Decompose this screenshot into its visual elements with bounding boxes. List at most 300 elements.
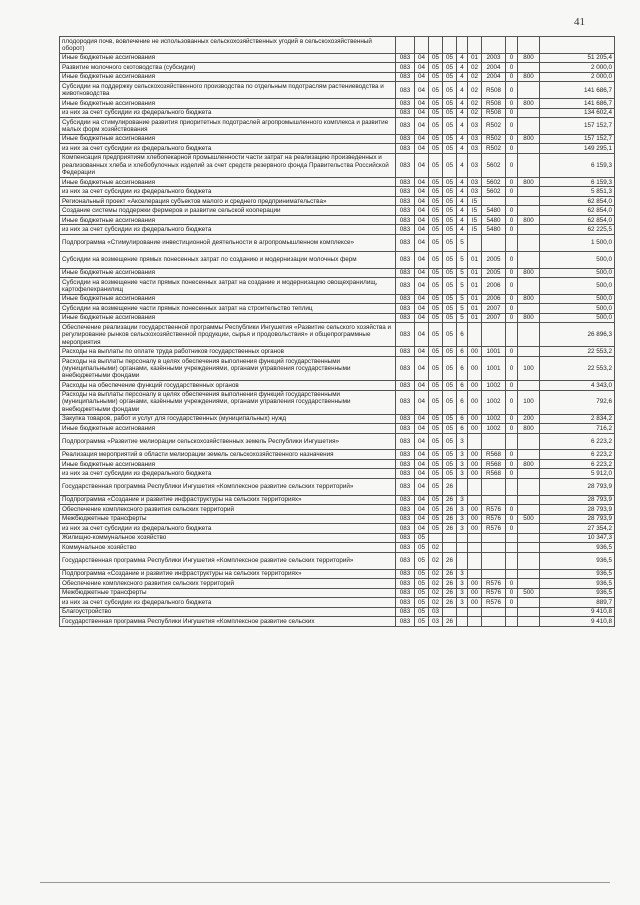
code-direction-cell: R502: [482, 118, 506, 135]
code-expense-type-cell: [518, 433, 540, 450]
table-row: [60, 313, 615, 323]
code-subprogram-cell: 4: [457, 215, 468, 225]
code-direction-cell: [482, 495, 506, 505]
code-expense-type-cell: [518, 505, 540, 515]
code-ved-cell: 083: [396, 495, 415, 505]
code-rz-cell: 04: [415, 433, 429, 450]
code-program-cell: 05: [443, 72, 457, 82]
code-direction-cell: 1002: [482, 381, 506, 391]
code-ved-cell: 083: [396, 450, 415, 460]
code-direction-cell: 1002: [482, 414, 506, 424]
table-row: [60, 196, 615, 206]
amount-cell: 6 223,2: [540, 450, 615, 460]
code-program-cell: 05: [443, 63, 457, 73]
code-rz-cell: 04: [415, 99, 429, 109]
code-pr-cell: 05: [429, 234, 443, 251]
code-direction-cell: R502: [482, 134, 506, 144]
code-subprogram-cell: 5: [457, 234, 468, 251]
code-direction-cell: 2004: [482, 72, 506, 82]
amount-cell: 134 602,4: [540, 108, 615, 118]
code-ved-cell: 083: [396, 588, 415, 598]
code-ved-cell: 083: [396, 424, 415, 434]
code-pr-cell: 03: [429, 607, 443, 617]
code-expense-type-cell: 800: [518, 72, 540, 82]
code-subdirection-cell: 0: [506, 469, 518, 479]
code-subprogram-cell: 4: [457, 108, 468, 118]
code-direction-cell: 5480: [482, 206, 506, 216]
code-direction-cell: [482, 569, 506, 579]
code-subdirection-cell: 0: [506, 153, 518, 177]
code-subprogram-cell: 4: [457, 53, 468, 63]
code-ved-cell: 083: [396, 294, 415, 304]
code-program-cell: [443, 607, 457, 617]
row-name-cell: из них за счет субсидии из федерального бюджета: [60, 524, 396, 534]
code-event-cell: 01: [468, 53, 482, 63]
code-expense-type-cell: 800: [518, 294, 540, 304]
code-event-cell: 00: [468, 514, 482, 524]
code-direction-cell: [482, 543, 506, 553]
code-pr-cell: 05: [429, 514, 443, 524]
code-expense-type-cell: [518, 187, 540, 197]
code-rz-cell: 04: [415, 177, 429, 187]
code-rz-cell: 04: [415, 505, 429, 515]
code-event-cell: 02: [468, 108, 482, 118]
code-direction-cell: 2005: [482, 251, 506, 268]
code-event-cell: [468, 234, 482, 251]
amount-cell: 6 159,3: [540, 153, 615, 177]
code-subprogram-cell: [457, 478, 468, 495]
code-ved-cell: 083: [396, 225, 415, 235]
code-event-cell: 01: [468, 268, 482, 278]
code-event-cell: 00: [468, 459, 482, 469]
code-direction-cell: R502: [482, 144, 506, 154]
code-rz-cell: 05: [415, 552, 429, 569]
code-event-cell: 01: [468, 278, 482, 295]
code-rz-cell: 05: [415, 533, 429, 543]
code-program-cell: 05: [443, 469, 457, 479]
code-rz-cell: 04: [415, 347, 429, 357]
code-pr-cell: 03: [429, 617, 443, 627]
code-direction-cell: 2007: [482, 304, 506, 314]
row-name-cell: Расходы на выплаты по оплате труда работников государственных органов: [60, 347, 396, 357]
code-event-cell: [468, 37, 482, 54]
table-row: [60, 533, 615, 543]
code-expense-type-cell: 500: [518, 514, 540, 524]
code-direction-cell: 5602: [482, 177, 506, 187]
code-expense-type-cell: [518, 206, 540, 216]
amount-cell: 2 000,0: [540, 63, 615, 73]
code-program-cell: 26: [443, 514, 457, 524]
code-rz-cell: 04: [415, 63, 429, 73]
amount-cell: 500,0: [540, 304, 615, 314]
amount-cell: 6 223,2: [540, 459, 615, 469]
amount-cell: 62 854,0: [540, 215, 615, 225]
code-rz-cell: 04: [415, 459, 429, 469]
code-subprogram-cell: 4: [457, 206, 468, 216]
code-subprogram-cell: 4: [457, 153, 468, 177]
code-pr-cell: 05: [429, 381, 443, 391]
code-pr-cell: 05: [429, 153, 443, 177]
code-subprogram-cell: 4: [457, 118, 468, 135]
code-expense-type-cell: 200: [518, 414, 540, 424]
code-expense-type-cell: 800: [518, 134, 540, 144]
code-direction-cell: 2006: [482, 294, 506, 304]
table-row: [60, 450, 615, 460]
code-event-cell: 00: [468, 381, 482, 391]
table-row: [60, 347, 615, 357]
code-direction-cell: [482, 533, 506, 543]
code-pr-cell: 05: [429, 72, 443, 82]
code-direction-cell: 2004: [482, 63, 506, 73]
code-expense-type-cell: [518, 495, 540, 505]
code-ved-cell: 083: [396, 514, 415, 524]
code-subdirection-cell: 0: [506, 108, 518, 118]
row-name-cell: Закупка товаров, работ и услуг для государственных (муниципальных) нужд: [60, 414, 396, 424]
code-program-cell: 05: [443, 251, 457, 268]
code-event-cell: 00: [468, 356, 482, 380]
code-expense-type-cell: [518, 63, 540, 73]
code-event-cell: [468, 433, 482, 450]
row-name-cell: из них за счет субсидии из федерального бюджета: [60, 469, 396, 479]
table-row: [60, 118, 615, 135]
amount-cell: 26 896,3: [540, 323, 615, 347]
code-ved-cell: 083: [396, 569, 415, 579]
table-row: [60, 82, 615, 99]
amount-cell: 28 793,9: [540, 505, 615, 515]
code-event-cell: 00: [468, 390, 482, 414]
amount-cell: 28 793,9: [540, 495, 615, 505]
code-subdirection-cell: 0: [506, 268, 518, 278]
row-name-cell: Подпрограмма «Создание и развитие инфраструктуры на сельских территориях»: [60, 495, 396, 505]
code-rz-cell: 04: [415, 108, 429, 118]
code-expense-type-cell: [518, 82, 540, 99]
row-name-cell: Государственная программа Республики Ингушетия «Комплексное развитие сельских территорий»: [60, 478, 396, 495]
code-program-cell: 26: [443, 617, 457, 627]
code-ved-cell: 083: [396, 579, 415, 589]
amount-cell: 936,5: [540, 552, 615, 569]
code-subprogram-cell: 5: [457, 251, 468, 268]
row-name-cell: Иные бюджетные ассигнования: [60, 177, 396, 187]
code-direction-cell: R568: [482, 450, 506, 460]
code-direction-cell: 1001: [482, 356, 506, 380]
code-ved-cell: 083: [396, 72, 415, 82]
code-program-cell: 05: [443, 153, 457, 177]
code-subprogram-cell: [457, 607, 468, 617]
code-subprogram-cell: 4: [457, 196, 468, 206]
code-pr-cell: 05: [429, 356, 443, 380]
row-name-cell: Компенсация предприятиям хлебопекарной промышленности части затрат на реализацию произведенных и реализованных хлеба и хлебобулочных изделий за счет средств резервного фонда Правительства Российской Федерации: [60, 153, 396, 177]
code-pr-cell: 05: [429, 225, 443, 235]
code-direction-cell: 2007: [482, 313, 506, 323]
table-row: [60, 381, 615, 391]
code-program-cell: 05: [443, 177, 457, 187]
code-direction-cell: R508: [482, 99, 506, 109]
table-row: [60, 543, 615, 553]
code-subprogram-cell: 3: [457, 579, 468, 589]
code-direction-cell: 5602: [482, 187, 506, 197]
code-program-cell: 05: [443, 424, 457, 434]
amount-cell: 792,6: [540, 390, 615, 414]
code-rz-cell: 04: [415, 356, 429, 380]
row-name-cell: Межбюджетные трансферты: [60, 588, 396, 598]
code-pr-cell: 05: [429, 63, 443, 73]
code-program-cell: 05: [443, 450, 457, 460]
code-program-cell: 05: [443, 225, 457, 235]
code-expense-type-cell: [518, 543, 540, 553]
code-program-cell: 26: [443, 598, 457, 608]
code-subdirection-cell: 0: [506, 118, 518, 135]
row-name-cell: Подпрограмма «Создание и развитие инфраструктуры на сельских территориях»: [60, 569, 396, 579]
amount-cell: 5 851,3: [540, 187, 615, 197]
code-pr-cell: 02: [429, 588, 443, 598]
code-event-cell: I5: [468, 225, 482, 235]
amount-cell: [540, 37, 615, 54]
code-program-cell: 05: [443, 187, 457, 197]
code-subprogram-cell: 4: [457, 63, 468, 73]
row-name-cell: Иные бюджетные ассигнования: [60, 313, 396, 323]
code-subdirection-cell: 0: [506, 347, 518, 357]
code-subprogram-cell: 4: [457, 144, 468, 154]
code-event-cell: 03: [468, 144, 482, 154]
code-ved-cell: 083: [396, 82, 415, 99]
code-direction-cell: R576: [482, 598, 506, 608]
code-pr-cell: 05: [429, 206, 443, 216]
code-rz-cell: 04: [415, 268, 429, 278]
code-direction-cell: R576: [482, 514, 506, 524]
code-pr-cell: 05: [429, 268, 443, 278]
code-direction-cell: [482, 433, 506, 450]
code-pr-cell: 05: [429, 347, 443, 357]
code-expense-type-cell: [518, 234, 540, 251]
code-subdirection-cell: [506, 552, 518, 569]
code-subdirection-cell: 0: [506, 215, 518, 225]
code-program-cell: 05: [443, 196, 457, 206]
amount-cell: 28 793,9: [540, 514, 615, 524]
code-rz-cell: 04: [415, 215, 429, 225]
code-program-cell: 05: [443, 134, 457, 144]
code-expense-type-cell: [518, 108, 540, 118]
code-ved-cell: 083: [396, 206, 415, 216]
code-rz-cell: 05: [415, 579, 429, 589]
code-pr-cell: 05: [429, 524, 443, 534]
code-ved-cell: 083: [396, 63, 415, 73]
row-name-cell: Подпрограмма «Стимулирование инвестиционной деятельности в агропромышленном комплексе»: [60, 234, 396, 251]
table-row: [60, 495, 615, 505]
code-expense-type-cell: [518, 617, 540, 627]
row-name-cell: из них за счет субсидии из федерального бюджета: [60, 108, 396, 118]
code-event-cell: [468, 323, 482, 347]
row-name-cell: Реализация мероприятий в области мелиорации земель сельскохозяйственного назначения: [60, 450, 396, 460]
code-subprogram-cell: 5: [457, 294, 468, 304]
code-rz-cell: 04: [415, 294, 429, 304]
code-ved-cell: 083: [396, 108, 415, 118]
table-row: [60, 414, 615, 424]
code-direction-cell: R568: [482, 459, 506, 469]
code-expense-type-cell: [518, 381, 540, 391]
code-subprogram-cell: 3: [457, 505, 468, 515]
code-rz-cell: 04: [415, 187, 429, 197]
table-row: [60, 215, 615, 225]
code-subdirection-cell: 0: [506, 206, 518, 216]
code-subdirection-cell: [506, 196, 518, 206]
code-subdirection-cell: 0: [506, 225, 518, 235]
code-subdirection-cell: 0: [506, 251, 518, 268]
code-subdirection-cell: [506, 323, 518, 347]
code-direction-cell: R576: [482, 579, 506, 589]
code-subdirection-cell: 0: [506, 82, 518, 99]
code-ved-cell: 083: [396, 478, 415, 495]
code-event-cell: 02: [468, 82, 482, 99]
code-ved-cell: 083: [396, 268, 415, 278]
code-event-cell: 01: [468, 294, 482, 304]
code-program-cell: 05: [443, 381, 457, 391]
code-subdirection-cell: 0: [506, 459, 518, 469]
amount-cell: 500,0: [540, 251, 615, 268]
table-row: [60, 617, 615, 627]
row-name-cell: Иные бюджетные ассигнования: [60, 268, 396, 278]
code-direction-cell: 1001: [482, 347, 506, 357]
code-rz-cell: 04: [415, 381, 429, 391]
code-ved-cell: 083: [396, 196, 415, 206]
code-subprogram-cell: 3: [457, 588, 468, 598]
code-ved-cell: 083: [396, 234, 415, 251]
page-number: 41: [574, 16, 585, 28]
amount-cell: 62 854,0: [540, 196, 615, 206]
amount-cell: 141 686,7: [540, 82, 615, 99]
row-name-cell: Иные бюджетные ассигнования: [60, 424, 396, 434]
code-subdirection-cell: [506, 617, 518, 627]
row-name-cell: Государственная программа Республики Ингушетия «Комплексное развитие сельских территорий»: [60, 552, 396, 569]
amount-cell: 936,5: [540, 543, 615, 553]
code-pr-cell: 05: [429, 450, 443, 460]
code-rz-cell: 04: [415, 82, 429, 99]
code-expense-type-cell: [518, 278, 540, 295]
row-name-cell: Обеспечение комплексного развития сельских территорий: [60, 579, 396, 589]
code-rz-cell: 05: [415, 607, 429, 617]
code-expense-type-cell: [518, 478, 540, 495]
code-subdirection-cell: 0: [506, 356, 518, 380]
row-name-cell: из них за счет субсидии из федерального бюджета: [60, 144, 396, 154]
code-subprogram-cell: 3: [457, 514, 468, 524]
code-expense-type-cell: [518, 569, 540, 579]
code-subdirection-cell: 0: [506, 390, 518, 414]
code-subdirection-cell: 0: [506, 53, 518, 63]
code-subdirection-cell: [506, 495, 518, 505]
code-direction-cell: [482, 37, 506, 54]
code-ved-cell: 083: [396, 533, 415, 543]
amount-cell: 28 793,9: [540, 478, 615, 495]
code-event-cell: I5: [468, 215, 482, 225]
code-event-cell: [468, 552, 482, 569]
code-pr-cell: 02: [429, 569, 443, 579]
code-pr-cell: [429, 37, 443, 54]
table-row: [60, 63, 615, 73]
amount-cell: 4 343,0: [540, 381, 615, 391]
table-row: [60, 304, 615, 314]
code-ved-cell: 083: [396, 598, 415, 608]
row-name-cell: Обеспечение реализации государственной программы Республики Ингушетия «Развитие сельского хозяйства и регулирование рынков сельскохозяйственной продукции, сырья и продовольствия» и общепрограммные мероприятия: [60, 323, 396, 347]
row-name-cell: Субсидии на возмещение части прямых понесенных затрат на создание и модернизацию овощехранилищ, картофелехранилищ: [60, 278, 396, 295]
code-event-cell: [468, 569, 482, 579]
code-event-cell: 00: [468, 414, 482, 424]
row-name-cell: Иные бюджетные ассигнования: [60, 72, 396, 82]
code-direction-cell: [482, 323, 506, 347]
code-expense-type-cell: [518, 552, 540, 569]
row-name-cell: Иные бюджетные ассигнования: [60, 294, 396, 304]
code-event-cell: 01: [468, 304, 482, 314]
code-pr-cell: 05: [429, 118, 443, 135]
code-program-cell: 05: [443, 459, 457, 469]
page-bottom-rule: [40, 882, 610, 883]
code-subprogram-cell: 4: [457, 99, 468, 109]
table-row: [60, 251, 615, 268]
code-direction-cell: R576: [482, 505, 506, 515]
code-subdirection-cell: 0: [506, 294, 518, 304]
code-event-cell: 02: [468, 63, 482, 73]
table-row: [60, 478, 615, 495]
code-ved-cell: 083: [396, 381, 415, 391]
code-program-cell: [443, 543, 457, 553]
row-name-cell: Подпрограмма «Развитие мелиорации сельскохозяйственных земель Республики Ингушетия»: [60, 433, 396, 450]
code-pr-cell: 05: [429, 278, 443, 295]
code-direction-cell: [482, 552, 506, 569]
code-expense-type-cell: [518, 225, 540, 235]
code-program-cell: [443, 37, 457, 54]
code-program-cell: 05: [443, 108, 457, 118]
code-subprogram-cell: 3: [457, 598, 468, 608]
code-pr-cell: 05: [429, 495, 443, 505]
table-row: [60, 356, 615, 380]
code-rz-cell: 04: [415, 514, 429, 524]
amount-cell: 22 553,2: [540, 356, 615, 380]
row-name-cell: Расходы на обеспечение функций государственных органов: [60, 381, 396, 391]
table-row: [60, 177, 615, 187]
code-subdirection-cell: 0: [506, 187, 518, 197]
code-subdirection-cell: [506, 234, 518, 251]
code-event-cell: 00: [468, 424, 482, 434]
code-subdirection-cell: 0: [506, 524, 518, 534]
code-program-cell: 05: [443, 356, 457, 380]
code-ved-cell: 083: [396, 278, 415, 295]
code-program-cell: 05: [443, 234, 457, 251]
code-ved-cell: 083: [396, 153, 415, 177]
table-row: [60, 323, 615, 347]
code-expense-type-cell: [518, 469, 540, 479]
code-rz-cell: 04: [415, 313, 429, 323]
code-program-cell: 26: [443, 478, 457, 495]
code-subprogram-cell: 6: [457, 356, 468, 380]
code-subdirection-cell: 0: [506, 505, 518, 515]
code-program-cell: 26: [443, 579, 457, 589]
code-ved-cell: 083: [396, 414, 415, 424]
code-rz-cell: 04: [415, 450, 429, 460]
code-event-cell: 00: [468, 579, 482, 589]
code-rz-cell: 04: [415, 53, 429, 63]
code-subdirection-cell: 0: [506, 63, 518, 73]
code-event-cell: [468, 543, 482, 553]
code-ved-cell: 083: [396, 433, 415, 450]
table-row: [60, 99, 615, 109]
code-subdirection-cell: 0: [506, 514, 518, 524]
code-pr-cell: 05: [429, 134, 443, 144]
amount-cell: 10 347,3: [540, 533, 615, 543]
code-program-cell: 05: [443, 433, 457, 450]
code-expense-type-cell: [518, 533, 540, 543]
code-pr-cell: 05: [429, 469, 443, 479]
code-subdirection-cell: [506, 569, 518, 579]
code-pr-cell: 05: [429, 414, 443, 424]
amount-cell: 500,0: [540, 278, 615, 295]
